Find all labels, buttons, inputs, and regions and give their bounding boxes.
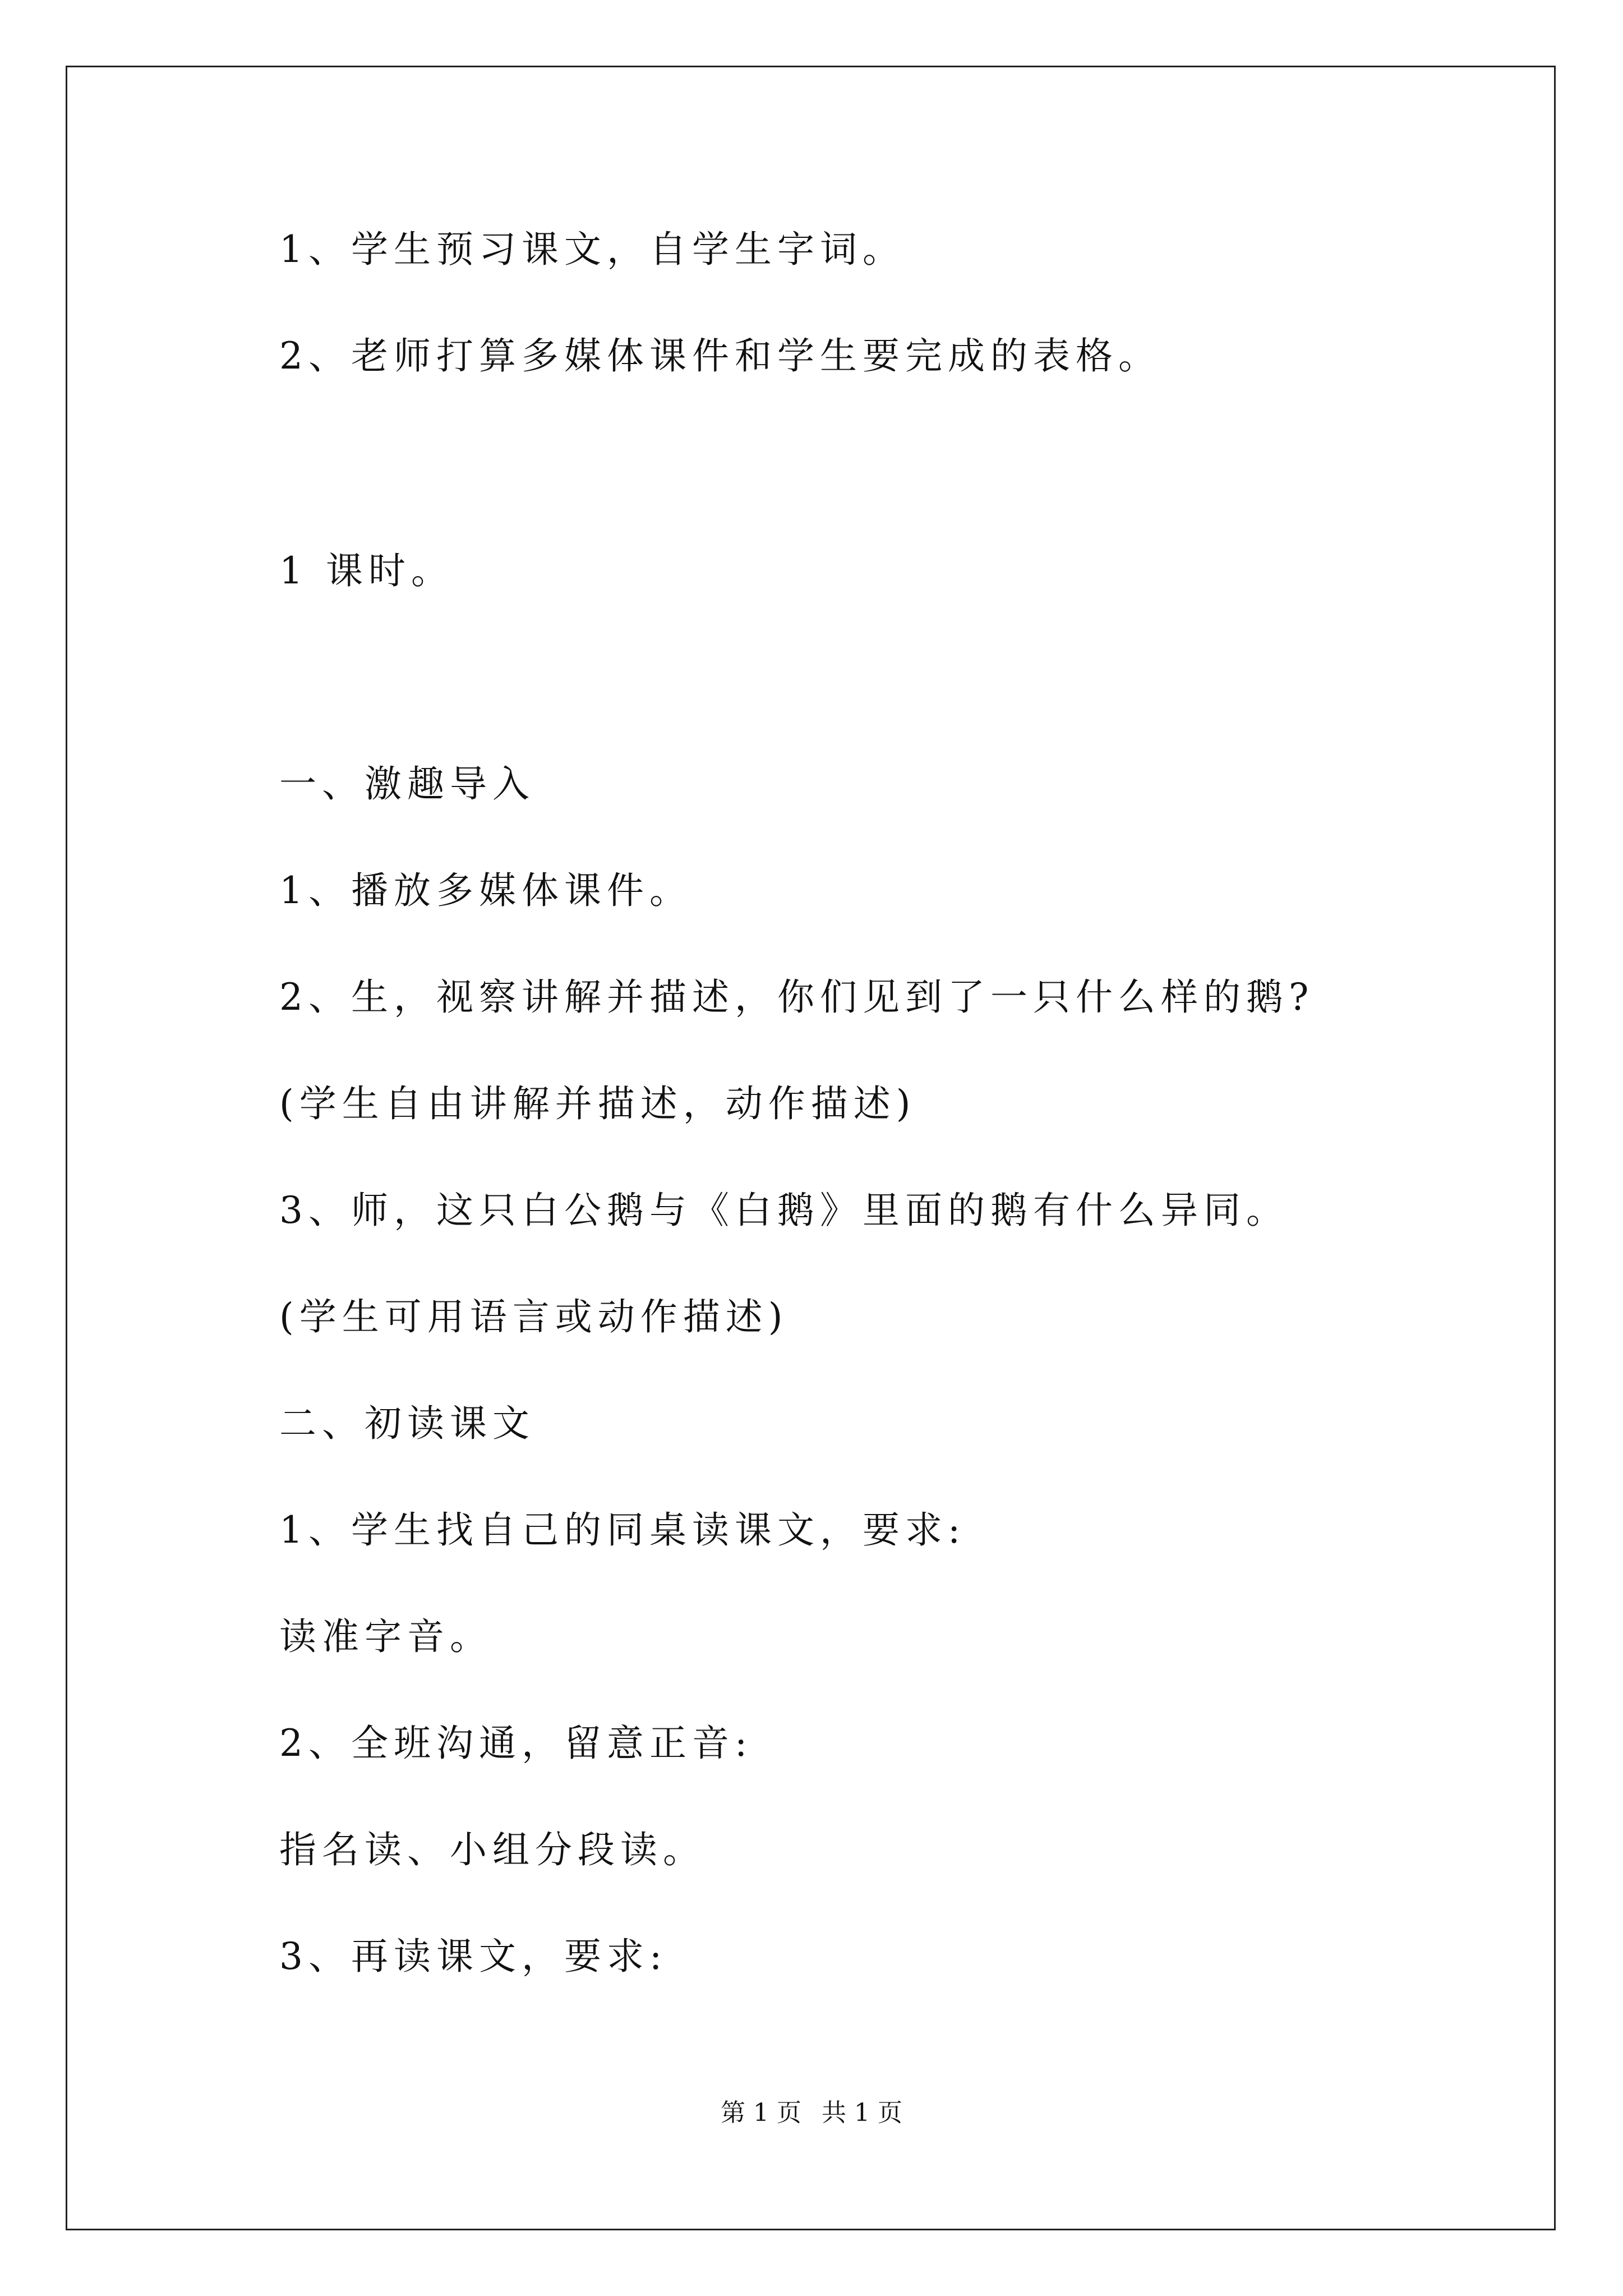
text-line: 1、学生预习课文，自学生字词。	[279, 228, 905, 271]
page-number: 第 1 页	[721, 2099, 801, 2127]
text-line: 读准字音。	[279, 1615, 492, 1658]
section-heading: 二、初读课文	[279, 1402, 535, 1445]
text-line: 3、再读课文，要求:	[279, 1935, 668, 1978]
page-border	[66, 66, 1556, 2230]
text-line: 1、学生找自己的同桌读课文，要求:	[279, 1508, 966, 1552]
text-line: 2、全班沟通，留意正音:	[279, 1722, 753, 1765]
page-total: 共 1 页	[822, 2099, 902, 2127]
section-heading: 一、激趣导入	[279, 762, 535, 806]
text-line: 指名读、小组分段读。	[279, 1828, 706, 1871]
text-line: 2、生，视察讲解并描述，你们见到了一只什么样的鹅?	[279, 976, 1315, 1019]
text-line: (学生可用语言或动作描述)	[279, 1295, 789, 1338]
text-line: (学生自由讲解并描述，动作描述)	[279, 1082, 916, 1125]
text-line: 1 课时。	[279, 549, 454, 592]
text-line: 3、师，这只白公鹅与《白鹅》里面的鹅有什么异同。	[279, 1189, 1289, 1232]
text-line: 1、播放多媒体课件。	[279, 869, 692, 912]
text-line: 2、老师打算多媒体课件和学生要完成的表格。	[279, 334, 1161, 378]
page-footer	[0, 2096, 1623, 2130]
